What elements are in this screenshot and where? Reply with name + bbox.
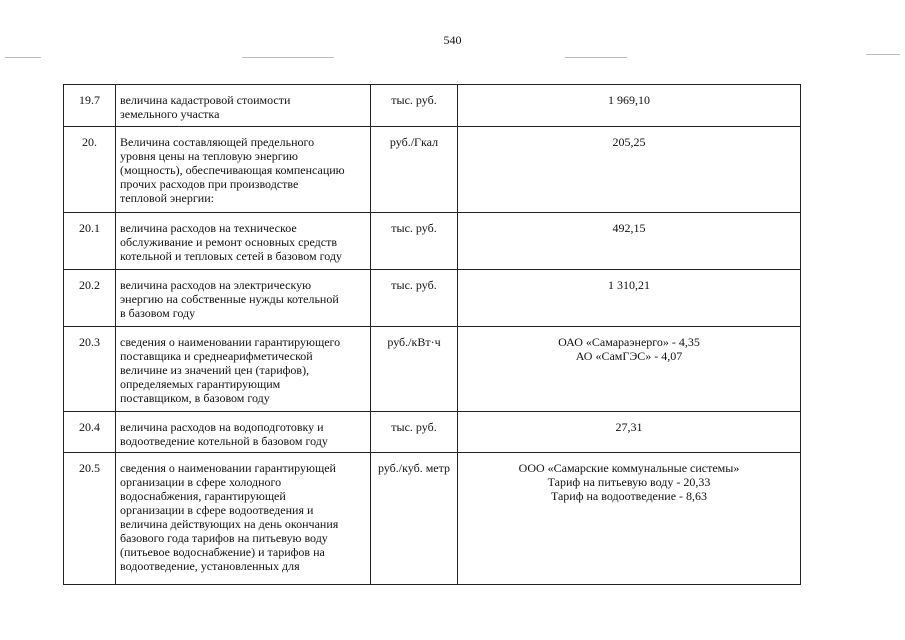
- description-line: организации в сфере холодного: [120, 475, 282, 489]
- table-row: [64, 127, 801, 213]
- page-number: 540: [443, 33, 462, 47]
- description-line: величина расходов на водоподготовку и: [120, 420, 324, 434]
- row-number: 20.: [64, 127, 116, 213]
- value-line: ООО «Самарские коммунальные системы»: [518, 461, 740, 475]
- description-line: величина расходов на техническое: [120, 221, 297, 235]
- value-line: 205,25: [612, 135, 646, 149]
- row-value: [458, 327, 801, 412]
- row-value: [458, 453, 801, 585]
- description-line: водоотведение, установленных для: [120, 559, 300, 573]
- table-row: [64, 270, 801, 327]
- description-line: земельного участка: [120, 107, 220, 121]
- description-line: в базовом году: [120, 306, 196, 320]
- value-line: 1 969,10: [608, 93, 650, 107]
- description-line: уровня цены на тепловую энергию: [120, 149, 298, 163]
- description-line: сведения о наименовании гарантирующего: [120, 335, 341, 349]
- value-line: Тариф на питьевую воду - 20,33: [547, 475, 711, 489]
- description-line: величина расходов на электрическую: [120, 278, 312, 292]
- description-line: энергию на собственные нужды котельной: [120, 292, 339, 306]
- table-row: [64, 453, 801, 585]
- description-line: сведения о наименовании гарантирующей: [120, 461, 336, 475]
- row-value: [458, 270, 801, 327]
- row-description: [116, 213, 371, 270]
- row-value: [458, 127, 801, 213]
- row-unit: тыс. руб.: [371, 270, 458, 327]
- value-line: 492,15: [612, 221, 646, 235]
- scan-artifact: [565, 57, 627, 58]
- table-row: [64, 85, 801, 127]
- value-line: 27,31: [615, 420, 643, 434]
- description-line: определяемых гарантирующим: [120, 377, 281, 391]
- row-unit: тыс. руб.: [371, 85, 458, 127]
- scan-artifact: [242, 57, 334, 58]
- row-value: [458, 412, 801, 453]
- row-unit: руб./кВт·ч: [371, 327, 458, 412]
- row-description: [116, 85, 371, 127]
- row-number: 20.5: [64, 453, 116, 585]
- tariff-table: [63, 84, 801, 585]
- table-row: [64, 327, 801, 412]
- row-value: [458, 85, 801, 127]
- description-line: водоснабжения, гарантирующей: [120, 489, 286, 503]
- row-description: [116, 327, 371, 412]
- row-description: [116, 270, 371, 327]
- description-line: котельной и тепловых сетей в базовом году: [120, 249, 342, 263]
- value-line: АО «СамГЭС» - 4,07: [575, 349, 683, 363]
- description-line: тепловой энергии:: [120, 191, 214, 205]
- row-description: [116, 127, 371, 213]
- value-line: ОАО «Самараэнерго» - 4,35: [558, 335, 700, 349]
- description-line: величина действующих на день окончания: [120, 517, 339, 531]
- row-number: 19.7: [64, 85, 116, 127]
- description-line: водоотведение котельной в базовом году: [120, 434, 328, 448]
- row-number: 20.4: [64, 412, 116, 453]
- row-unit: руб./Гкал: [371, 127, 458, 213]
- value-line: Тариф на водоотведение - 8,63: [550, 489, 708, 503]
- scan-artifact: [5, 57, 41, 58]
- scan-artifact: [866, 54, 900, 55]
- row-unit: руб./куб. метр: [371, 453, 458, 585]
- description-line: величина кадастровой стоимости: [120, 93, 291, 107]
- description-line: (питьевое водоснабжение) и тарифов на: [120, 545, 325, 559]
- row-number: 20.3: [64, 327, 116, 412]
- row-description: [116, 453, 371, 585]
- row-value: [458, 213, 801, 270]
- row-number: 20.2: [64, 270, 116, 327]
- description-line: обслуживание и ремонт основных средств: [120, 235, 338, 249]
- description-line: (мощность), обеспечивающая компенсацию: [120, 163, 345, 177]
- description-line: величине из значений цен (тарифов),: [120, 363, 310, 377]
- description-line: Величина составляющей предельного: [120, 135, 315, 149]
- row-unit: тыс. руб.: [371, 412, 458, 453]
- description-line: прочих расходов при производстве: [120, 177, 299, 191]
- row-number: 20.1: [64, 213, 116, 270]
- table-row: [64, 412, 801, 453]
- table-row: [64, 213, 801, 270]
- description-line: поставщиком, в базовом году: [120, 391, 270, 405]
- row-description: [116, 412, 371, 453]
- row-unit: тыс. руб.: [371, 213, 458, 270]
- value-line: 1 310,21: [608, 278, 650, 292]
- description-line: поставщика и среднеарифметической: [120, 349, 313, 363]
- description-line: организации в сфере водоотведения и: [120, 503, 314, 517]
- description-line: базового года тарифов на питьевую воду: [120, 531, 328, 545]
